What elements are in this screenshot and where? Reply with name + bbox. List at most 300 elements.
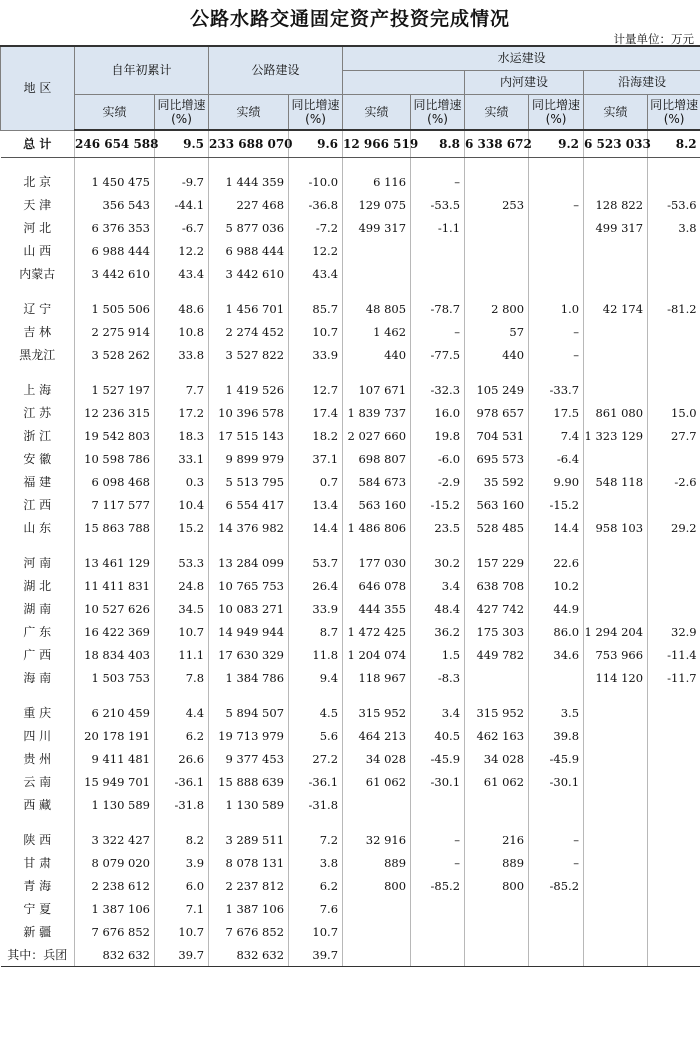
region-cell: 总 计	[1, 130, 75, 158]
value-cell	[465, 170, 529, 193]
value-cell	[465, 943, 529, 967]
growth-cell: 10.7	[289, 920, 343, 943]
table-row	[1, 851, 700, 874]
table-row	[1, 297, 700, 320]
value-cell	[584, 493, 648, 516]
value-cell: 61 062	[465, 770, 529, 793]
growth-cell: -30.1	[529, 770, 584, 793]
growth-cell: -53.6	[648, 193, 700, 216]
growth-cell: 33.9	[289, 597, 343, 620]
value-cell: 216	[465, 828, 529, 851]
growth-cell: 85.7	[289, 297, 343, 320]
region-cell: 海 南	[23, 671, 52, 685]
value-cell: 177 030	[343, 551, 411, 574]
value-cell: 8 079 020	[75, 851, 155, 874]
table-row	[1, 216, 700, 239]
value-cell: 978 657	[465, 401, 529, 424]
growth-cell: 15.2	[155, 516, 209, 539]
growth-cell: 39.7	[289, 943, 343, 967]
growth-cell: -2.9	[411, 470, 465, 493]
table-row	[1, 320, 700, 343]
growth-cell: 7.8	[155, 666, 209, 689]
growth-cell: 9.4	[289, 666, 343, 689]
value-cell	[343, 920, 411, 943]
growth-cell: 10.7	[289, 320, 343, 343]
value-cell: 15 949 701	[75, 770, 155, 793]
table-row	[1, 828, 700, 851]
region-cell: 湖 北	[23, 579, 52, 593]
growth-cell: 33.1	[155, 447, 209, 470]
growth-cell: –	[529, 828, 584, 851]
growth-cell	[529, 239, 584, 262]
value-cell: 832 632	[75, 943, 155, 967]
growth-cell	[648, 897, 700, 920]
value-cell: 704 531	[465, 424, 529, 447]
growth-cell: 5.6	[289, 724, 343, 747]
growth-cell: 43.4	[155, 262, 209, 285]
region-cell: 贵 州	[23, 752, 52, 766]
growth-cell: 4.5	[289, 701, 343, 724]
value-cell: 315 952	[465, 701, 529, 724]
growth-cell: –	[411, 851, 465, 874]
value-cell: 16 422 369	[75, 620, 155, 643]
table-row	[1, 378, 700, 401]
growth-cell: 18.2	[289, 424, 343, 447]
table-row	[1, 424, 700, 447]
region-cell: 四 川	[23, 729, 52, 743]
growth-cell	[529, 920, 584, 943]
value-cell: 499 317	[343, 216, 411, 239]
growth-cell	[648, 943, 700, 967]
value-cell: 444 355	[343, 597, 411, 620]
header-region: 地 区	[1, 46, 75, 130]
growth-cell	[648, 851, 700, 874]
value-cell: 584 673	[343, 470, 411, 493]
value-cell	[343, 262, 411, 285]
growth-cell	[529, 897, 584, 920]
table-row	[1, 170, 700, 193]
growth-cell: -10.0	[289, 170, 343, 193]
header-inland: 内河建设	[465, 70, 584, 94]
table-row	[1, 470, 700, 493]
value-cell	[584, 170, 648, 193]
table-row	[1, 620, 700, 643]
value-cell	[584, 701, 648, 724]
value-cell: 1 419 526	[209, 378, 289, 401]
growth-cell: -2.6	[648, 470, 700, 493]
value-cell: 13 461 129	[75, 551, 155, 574]
value-cell: 42 174	[584, 297, 648, 320]
region-cell: 陕 西	[23, 833, 52, 847]
growth-cell: -7.2	[289, 216, 343, 239]
growth-cell: –	[529, 343, 584, 366]
growth-cell	[529, 170, 584, 193]
value-cell: 889	[343, 851, 411, 874]
growth-cell	[648, 378, 700, 401]
table-row	[1, 551, 700, 574]
value-cell	[584, 770, 648, 793]
growth-cell	[411, 897, 465, 920]
growth-cell: 3.5	[529, 701, 584, 724]
value-cell: 13 284 099	[209, 551, 289, 574]
growth-cell: 16.0	[411, 401, 465, 424]
value-cell: 6 523 033	[584, 130, 648, 158]
growth-cell	[648, 701, 700, 724]
growth-cell: -8.3	[411, 666, 465, 689]
growth-cell: 7.1	[155, 897, 209, 920]
growth-cell: 40.5	[411, 724, 465, 747]
unit-label: 计量单位：万元	[613, 32, 694, 46]
growth-cell: 12.7	[289, 378, 343, 401]
value-cell: 128 822	[584, 193, 648, 216]
growth-cell: -6.7	[155, 216, 209, 239]
value-cell: 440	[465, 343, 529, 366]
value-cell: 34 028	[343, 747, 411, 770]
growth-cell: 27.2	[289, 747, 343, 770]
total-row	[1, 130, 700, 158]
growth-cell: -36.8	[289, 193, 343, 216]
growth-cell: -81.2	[648, 297, 700, 320]
header-highway: 公路建设	[209, 46, 343, 94]
value-cell: 3 442 610	[209, 262, 289, 285]
growth-cell: 10.2	[529, 574, 584, 597]
value-cell: 10 083 271	[209, 597, 289, 620]
growth-cell: 53.7	[289, 551, 343, 574]
value-cell: 3 289 511	[209, 828, 289, 851]
value-cell: 19 542 803	[75, 424, 155, 447]
value-cell: 440	[343, 343, 411, 366]
value-cell: 315 952	[343, 701, 411, 724]
growth-cell: 53.3	[155, 551, 209, 574]
value-cell: 34 028	[465, 747, 529, 770]
growth-cell: 23.5	[411, 516, 465, 539]
header-actual: 实绩	[343, 94, 411, 130]
value-cell: 832 632	[209, 943, 289, 967]
growth-cell	[411, 943, 465, 967]
group-spacer	[1, 816, 700, 828]
growth-cell	[648, 770, 700, 793]
growth-cell: -30.1	[411, 770, 465, 793]
value-cell	[584, 447, 648, 470]
value-cell: 10 396 578	[209, 401, 289, 424]
growth-cell: 86.0	[529, 620, 584, 643]
value-cell: 15 863 788	[75, 516, 155, 539]
value-cell: 9 377 453	[209, 747, 289, 770]
region-cell: 江 西	[23, 498, 52, 512]
growth-cell	[648, 551, 700, 574]
value-cell: 17 630 329	[209, 643, 289, 666]
growth-cell	[648, 828, 700, 851]
growth-cell: 0.3	[155, 470, 209, 493]
growth-cell: 43.4	[289, 262, 343, 285]
growth-cell: 36.2	[411, 620, 465, 643]
value-cell	[584, 793, 648, 816]
growth-cell: 32.9	[648, 620, 700, 643]
region-cell: 甘 肃	[23, 856, 52, 870]
growth-cell: -33.7	[529, 378, 584, 401]
growth-cell: 9.90	[529, 470, 584, 493]
value-cell: 1 444 359	[209, 170, 289, 193]
growth-cell: -36.1	[155, 770, 209, 793]
growth-cell: 15.0	[648, 401, 700, 424]
growth-cell: 7.7	[155, 378, 209, 401]
growth-cell: 10.7	[155, 920, 209, 943]
region-cell: 云 南	[23, 775, 52, 789]
value-cell: 861 080	[584, 401, 648, 424]
value-cell: 18 834 403	[75, 643, 155, 666]
value-cell: 646 078	[343, 574, 411, 597]
growth-cell: 39.7	[155, 943, 209, 967]
region-cell: 宁 夏	[23, 902, 52, 916]
growth-cell: -31.8	[155, 793, 209, 816]
table-row	[1, 770, 700, 793]
value-cell: 563 160	[343, 493, 411, 516]
growth-cell: 7.2	[289, 828, 343, 851]
value-cell: 1 527 197	[75, 378, 155, 401]
growth-cell: -11.4	[648, 643, 700, 666]
growth-cell: 34.5	[155, 597, 209, 620]
table-row	[1, 747, 700, 770]
header-actual: 实绩	[584, 94, 648, 130]
value-cell: 35 592	[465, 470, 529, 493]
growth-cell: -15.2	[529, 493, 584, 516]
value-cell: 462 163	[465, 724, 529, 747]
value-cell	[584, 897, 648, 920]
value-cell: 2 237 812	[209, 874, 289, 897]
growth-cell: -32.3	[411, 378, 465, 401]
growth-cell: –	[529, 320, 584, 343]
value-cell: 157 229	[465, 551, 529, 574]
value-cell	[465, 793, 529, 816]
table-row	[1, 516, 700, 539]
growth-cell: 13.4	[289, 493, 343, 516]
value-cell: 1 450 475	[75, 170, 155, 193]
growth-cell	[648, 793, 700, 816]
table-row	[1, 401, 700, 424]
growth-cell: 30.2	[411, 551, 465, 574]
growth-cell	[529, 666, 584, 689]
group-spacer	[1, 285, 700, 297]
table-row	[1, 701, 700, 724]
value-cell: 9 899 979	[209, 447, 289, 470]
table-row	[1, 943, 700, 967]
growth-cell	[648, 747, 700, 770]
header-growth: 同比增速(%)	[648, 94, 700, 130]
value-cell	[584, 920, 648, 943]
growth-cell: 17.2	[155, 401, 209, 424]
value-cell: 6 098 468	[75, 470, 155, 493]
region-cell: 河 南	[23, 556, 52, 570]
region-cell: 福 建	[23, 475, 52, 489]
value-cell: 1 387 106	[209, 897, 289, 920]
growth-cell: 14.4	[289, 516, 343, 539]
value-cell: 1 486 806	[343, 516, 411, 539]
value-cell: 5 894 507	[209, 701, 289, 724]
growth-cell: 3.8	[289, 851, 343, 874]
growth-cell	[411, 262, 465, 285]
region-cell: 内蒙古	[19, 267, 56, 281]
value-cell: 233 688 070	[209, 130, 289, 158]
region-cell: 江 苏	[23, 406, 52, 420]
growth-cell: 1.5	[411, 643, 465, 666]
value-cell: 129 075	[343, 193, 411, 216]
growth-cell: 33.9	[289, 343, 343, 366]
group-spacer	[1, 689, 700, 701]
value-cell	[465, 666, 529, 689]
value-cell: 114 120	[584, 666, 648, 689]
growth-cell: -6.4	[529, 447, 584, 470]
growth-cell	[648, 170, 700, 193]
growth-cell: -44.1	[155, 193, 209, 216]
growth-cell: 9.5	[155, 130, 209, 158]
region-cell: 浙 江	[23, 429, 52, 443]
value-cell: 253	[465, 193, 529, 216]
value-cell: 800	[465, 874, 529, 897]
growth-cell	[648, 493, 700, 516]
growth-cell: 3.4	[411, 574, 465, 597]
growth-cell: 6.2	[289, 874, 343, 897]
value-cell: 6 988 444	[75, 239, 155, 262]
value-cell	[584, 943, 648, 967]
value-cell: 695 573	[465, 447, 529, 470]
growth-cell: –	[529, 851, 584, 874]
value-cell: 3 442 610	[75, 262, 155, 285]
value-cell	[465, 216, 529, 239]
table-row	[1, 447, 700, 470]
growth-cell: 11.8	[289, 643, 343, 666]
value-cell: 464 213	[343, 724, 411, 747]
growth-cell: 9.6	[289, 130, 343, 158]
growth-cell: 44.9	[529, 597, 584, 620]
region-cell: 黑龙江	[19, 348, 56, 362]
value-cell: 14 376 982	[209, 516, 289, 539]
value-cell: 7 676 852	[75, 920, 155, 943]
value-cell: 105 249	[465, 378, 529, 401]
value-cell	[584, 851, 648, 874]
value-cell: 61 062	[343, 770, 411, 793]
value-cell: 2 027 660	[343, 424, 411, 447]
value-cell: 11 411 831	[75, 574, 155, 597]
growth-cell: 26.4	[289, 574, 343, 597]
value-cell: 6 338 672	[465, 130, 529, 158]
value-cell: 12 966 519	[343, 130, 411, 158]
growth-cell	[648, 239, 700, 262]
region-cell: 其中：兵团	[1, 943, 75, 967]
growth-cell: 8.2	[155, 828, 209, 851]
growth-cell: 14.4	[529, 516, 584, 539]
growth-cell: –	[529, 193, 584, 216]
growth-cell: 8.7	[289, 620, 343, 643]
table-row	[1, 920, 700, 943]
value-cell: 3 528 262	[75, 343, 155, 366]
value-cell: 246 654 588	[75, 130, 155, 158]
growth-cell: -36.1	[289, 770, 343, 793]
growth-cell: 48.6	[155, 297, 209, 320]
region-cell: 北 京	[23, 175, 52, 189]
growth-cell	[411, 239, 465, 262]
table-row	[1, 643, 700, 666]
header-growth: 同比增速(%)	[529, 94, 584, 130]
value-cell	[584, 597, 648, 620]
growth-cell: 0.7	[289, 470, 343, 493]
value-cell	[465, 897, 529, 920]
value-cell: 7 676 852	[209, 920, 289, 943]
value-cell: 499 317	[584, 216, 648, 239]
value-cell	[584, 747, 648, 770]
value-cell	[465, 262, 529, 285]
table-row	[1, 193, 700, 216]
value-cell: 10 765 753	[209, 574, 289, 597]
growth-cell: -31.8	[289, 793, 343, 816]
header-growth: 同比增速(%)	[155, 94, 209, 130]
header-cumulative: 自年初累计	[75, 46, 209, 94]
value-cell	[584, 551, 648, 574]
growth-cell: -85.2	[411, 874, 465, 897]
group-spacer	[1, 539, 700, 551]
table-header	[1, 46, 700, 130]
value-cell	[465, 239, 529, 262]
value-cell: 6 988 444	[209, 239, 289, 262]
value-cell: 889	[465, 851, 529, 874]
growth-cell: 3.4	[411, 701, 465, 724]
table-row	[1, 493, 700, 516]
growth-cell: 18.3	[155, 424, 209, 447]
value-cell: 1 323 129	[584, 424, 648, 447]
table-row	[1, 262, 700, 285]
value-cell: 14 949 944	[209, 620, 289, 643]
table-row	[1, 666, 700, 689]
growth-cell	[411, 920, 465, 943]
region-cell: 新 疆	[23, 925, 52, 939]
growth-cell: 3.8	[648, 216, 700, 239]
growth-cell: 29.2	[648, 516, 700, 539]
header-waterway: 水运建设	[343, 46, 700, 70]
value-cell: 2 800	[465, 297, 529, 320]
value-cell	[465, 920, 529, 943]
value-cell: 8 078 131	[209, 851, 289, 874]
region-cell: 吉 林	[23, 325, 52, 339]
value-cell	[343, 793, 411, 816]
value-cell: 6 116	[343, 170, 411, 193]
growth-cell: 33.8	[155, 343, 209, 366]
value-cell	[343, 239, 411, 262]
value-cell: 698 807	[343, 447, 411, 470]
value-cell: 175 303	[465, 620, 529, 643]
value-cell	[343, 897, 411, 920]
value-cell: 800	[343, 874, 411, 897]
growth-cell: -85.2	[529, 874, 584, 897]
value-cell: 1 130 589	[209, 793, 289, 816]
value-cell: 1 456 701	[209, 297, 289, 320]
table-row	[1, 343, 700, 366]
growth-cell: -53.5	[411, 193, 465, 216]
value-cell: 57	[465, 320, 529, 343]
growth-cell	[648, 574, 700, 597]
growth-cell	[648, 320, 700, 343]
table-body	[1, 130, 700, 967]
growth-cell	[648, 874, 700, 897]
value-cell: 2 238 612	[75, 874, 155, 897]
growth-cell: 37.1	[289, 447, 343, 470]
value-cell: 17 515 143	[209, 424, 289, 447]
growth-cell	[529, 793, 584, 816]
growth-cell: 17.5	[529, 401, 584, 424]
growth-cell: 6.2	[155, 724, 209, 747]
value-cell	[584, 828, 648, 851]
growth-cell: 11.1	[155, 643, 209, 666]
region-cell: 天 津	[23, 198, 52, 212]
region-cell: 上 海	[23, 383, 52, 397]
